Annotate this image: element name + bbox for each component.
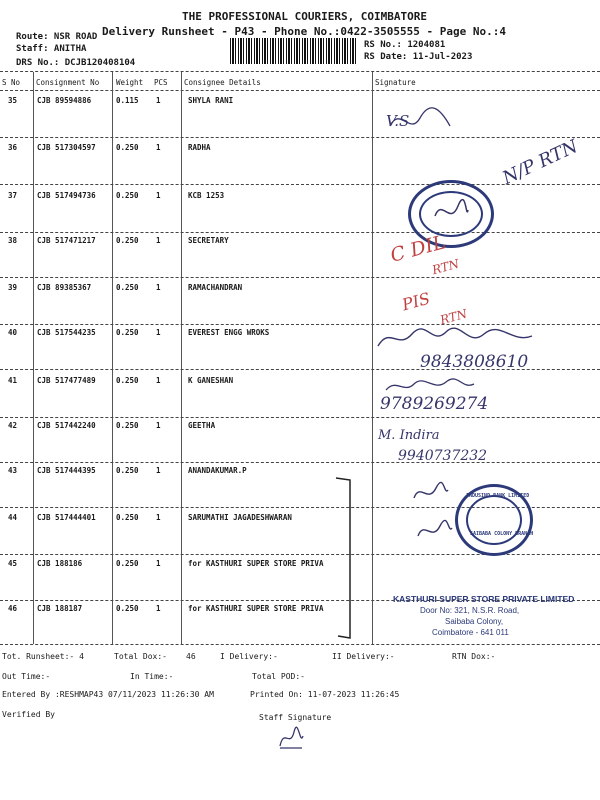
i-delivery: I Delivery:- xyxy=(220,652,278,661)
rtn-dox: RTN Dox:- xyxy=(452,652,496,661)
ii-delivery: II Delivery:- xyxy=(332,652,395,661)
signature-42: M. Indira xyxy=(378,428,440,443)
row-name: KCB 1253 xyxy=(188,191,225,200)
row-cno: CJB 517494736 xyxy=(37,191,96,200)
row-cno: CJB 517442240 xyxy=(37,421,96,430)
row-sno: 36 xyxy=(8,143,18,152)
row-cno: CJB 89385367 xyxy=(37,283,92,292)
signature-44 xyxy=(414,516,454,546)
row-cno: CJB 517471217 xyxy=(37,236,96,245)
header-divider xyxy=(0,71,600,72)
row-name: for KASTHURI SUPER STORE PRIVA xyxy=(188,559,324,568)
row-sno: 39 xyxy=(8,283,18,292)
col-divider xyxy=(181,72,182,644)
row-weight: 0.250 xyxy=(116,236,139,245)
row-cno: CJB 517444401 xyxy=(37,513,96,522)
row-pcs: 1 xyxy=(156,143,161,152)
row-sno: 44 xyxy=(8,513,18,522)
row-name: EVEREST ENGG WROKS xyxy=(188,328,270,337)
row-name: GEETHA xyxy=(188,421,216,430)
rs-date: RS Date: 11-Jul-2023 xyxy=(364,52,473,62)
row-divider xyxy=(0,554,600,555)
annotation-pis: PIS xyxy=(400,288,433,315)
col-header-sno: S No xyxy=(2,78,21,87)
tot-runsheet: Tot. Runsheet:- 4 xyxy=(2,652,84,661)
annotation-np-rtn: N/P RTN xyxy=(499,135,582,190)
phone-41: 9789269274 xyxy=(380,394,489,414)
row-divider xyxy=(0,137,600,138)
bank-stamp-branch: SAIBABA COLONY BRANCH xyxy=(470,531,534,537)
entered-by: Entered By :RESHMAP43 07/11/2023 11:26:30 AM xyxy=(2,690,214,699)
store-stamp-address2: Saibaba Colony, xyxy=(445,617,504,626)
signature-scribble-35 xyxy=(380,96,500,146)
row-divider xyxy=(0,417,600,418)
store-stamp-address1: Door No: 321, N.S.R. Road, xyxy=(420,606,520,615)
stamp-signature-icon xyxy=(430,196,470,228)
col-header-consignee: Consignee Details xyxy=(184,78,261,87)
col-header-signature: Signature xyxy=(375,78,416,87)
row-pcs: 1 xyxy=(156,604,161,613)
signature-43 xyxy=(410,478,450,508)
signature-40 xyxy=(372,320,552,354)
staff-label: Staff: ANITHA xyxy=(16,44,87,54)
signature-35: V.S xyxy=(386,112,410,130)
row-sno: 41 xyxy=(8,376,18,385)
row-sno: 35 xyxy=(8,96,18,105)
total-dox-label: Total Dox:- xyxy=(114,652,167,661)
row-weight: 0.250 xyxy=(116,376,139,385)
col-header-pcs: PCS xyxy=(154,78,168,87)
row-pcs: 1 xyxy=(156,328,161,337)
row-pcs: 1 xyxy=(156,376,161,385)
row-weight: 0.250 xyxy=(116,191,139,200)
col-divider xyxy=(112,72,113,644)
company-title: THE PROFESSIONAL COURIERS, COIMBATORE xyxy=(182,10,428,23)
phone-40: 9843808610 xyxy=(420,352,529,372)
row-cno: CJB 517444395 xyxy=(37,466,96,475)
row-pcs: 1 xyxy=(156,513,161,522)
row-cno: CJB 517304597 xyxy=(37,143,96,152)
row-pcs: 1 xyxy=(156,191,161,200)
row-weight: 0.250 xyxy=(116,328,139,337)
row-cno: CJB 517544235 xyxy=(37,328,96,337)
runsheet-title: Delivery Runsheet - P43 - Phone No.:0422-3505555 - Page No.:4 xyxy=(102,25,506,38)
row-divider xyxy=(0,232,600,233)
barcode xyxy=(230,38,358,64)
row-divider xyxy=(0,462,600,463)
staff-signature xyxy=(276,724,306,752)
row-weight: 0.250 xyxy=(116,466,139,475)
total-pod: Total POD:- xyxy=(252,672,305,681)
bank-stamp-text: INDUSIND BANK LIMITED xyxy=(466,493,530,499)
row-pcs: 1 xyxy=(156,96,161,105)
col-divider xyxy=(33,72,34,644)
drs-number: DRS No.: DCJB120408104 xyxy=(16,58,136,68)
row-weight: 0.115 xyxy=(116,96,139,105)
route-label: Route: NSR ROAD xyxy=(16,32,98,42)
header-divider xyxy=(0,90,600,91)
staff-signature-label: Staff Signature xyxy=(259,713,332,722)
row-pcs: 1 xyxy=(156,421,161,430)
row-weight: 0.250 xyxy=(116,143,139,152)
row-weight: 0.250 xyxy=(116,604,139,613)
row-name: RAMACHANDRAN xyxy=(188,283,243,292)
bank-stamp xyxy=(455,484,533,556)
col-header-weight: Weight xyxy=(116,78,144,87)
row-name: SARUMATHI JAGADESHWARAN xyxy=(188,513,292,522)
row-sno: 40 xyxy=(8,328,18,337)
row-weight: 0.250 xyxy=(116,513,139,522)
annotation-c-dil: C DIL xyxy=(388,231,448,267)
bracket-mark xyxy=(330,474,360,644)
verified-by: Verified By xyxy=(2,710,55,719)
row-sno: 42 xyxy=(8,421,18,430)
out-time: Out Time:- xyxy=(2,672,51,681)
col-divider xyxy=(372,72,373,644)
row-sno: 38 xyxy=(8,236,18,245)
row-weight: 0.250 xyxy=(116,421,139,430)
row-divider xyxy=(0,277,600,278)
row-name: RADHA xyxy=(188,143,211,152)
col-header-consignment: Consignment No xyxy=(36,78,100,87)
table-bottom-divider xyxy=(0,644,600,645)
store-stamp-address3: Coimbatore - 641 011 xyxy=(432,628,509,637)
row-weight: 0.250 xyxy=(116,283,139,292)
store-stamp-name: KASTHURI SUPER STORE PRIVATE LIMITED xyxy=(393,594,575,604)
row-cno: CJB 188186 xyxy=(37,559,83,568)
row-name: SECRETARY xyxy=(188,236,229,245)
total-dox-value: 46 xyxy=(186,652,196,661)
row-pcs: 1 xyxy=(156,559,161,568)
row-cno: CJB 188187 xyxy=(37,604,83,613)
annotation-rtn-38: RTN xyxy=(430,256,461,278)
annotation-rtn-39: RTN xyxy=(438,306,469,328)
row-sno: 46 xyxy=(8,604,18,613)
row-cno: CJB 517477489 xyxy=(37,376,96,385)
row-name: for KASTHURI SUPER STORE PRIVA xyxy=(188,604,324,613)
rs-number: RS No.: 1204081 xyxy=(364,40,446,50)
row-pcs: 1 xyxy=(156,236,161,245)
row-name: ANANDAKUMAR.P xyxy=(188,466,247,475)
row-name: SHYLA RANI xyxy=(188,96,234,105)
phone-42: 9940737232 xyxy=(398,448,488,464)
row-sno: 43 xyxy=(8,466,18,475)
row-weight: 0.250 xyxy=(116,559,139,568)
printed-on: Printed On: 11-07-2023 11:26:45 xyxy=(250,690,400,699)
row-cno: CJB 89594886 xyxy=(37,96,92,105)
row-sno: 45 xyxy=(8,559,18,568)
row-pcs: 1 xyxy=(156,466,161,475)
row-name: K GANESHAN xyxy=(188,376,234,385)
row-pcs: 1 xyxy=(156,283,161,292)
in-time: In Time:- xyxy=(130,672,174,681)
row-sno: 37 xyxy=(8,191,18,200)
